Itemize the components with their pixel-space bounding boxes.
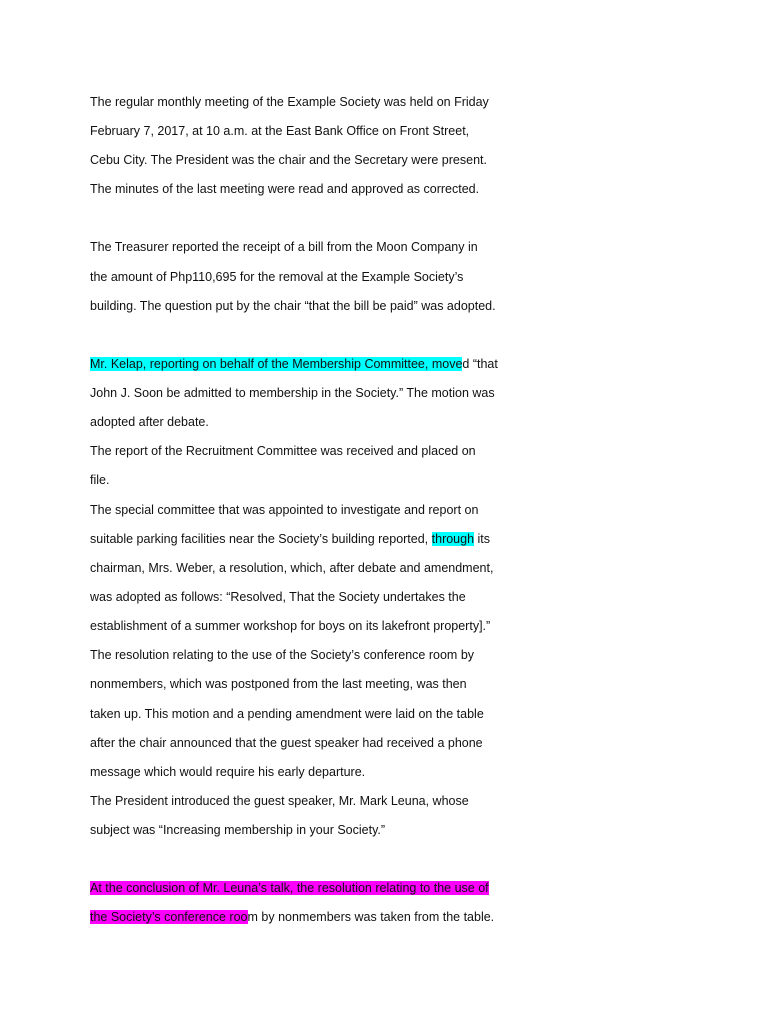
text-line	[90, 355, 498, 373]
highlighted-text: the Society’s conference roo	[90, 910, 248, 924]
text-line	[90, 908, 494, 926]
text-line: The President introduced the guest speaker, Mr. Mark Leuna, whose	[90, 794, 469, 808]
highlighted-text: Mr. Kelap, reporting on behalf of the Membership Committee, move	[90, 357, 463, 371]
text-span: suitable parking facilities near the Society’s building reported,	[90, 532, 432, 546]
text-line: The resolution relating to the use of the Society’s conference room by	[90, 648, 475, 662]
text-line	[90, 879, 489, 897]
text-line: The special committee that was appointed to investigate and report on	[90, 503, 479, 517]
highlighted-text: through	[431, 532, 475, 546]
text-line: nonmembers, which was postponed from the last meeting, was then	[90, 677, 467, 691]
text-line: chairman, Mrs. Weber, a resolution, which, after debate and amendment,	[90, 561, 494, 575]
text-line: The regular monthly meeting of the Example Society was held on Friday	[90, 95, 489, 109]
text-line: the amount of Php110,695 for the removal at the Example Society’s	[90, 270, 464, 284]
text-line: The Treasurer reported the receipt of a bill from the Moon Company in	[90, 240, 478, 254]
text-line: subject was “Increasing membership in your Society.”	[90, 823, 386, 837]
text-line: The minutes of the last meeting were read and approved as corrected.	[90, 182, 480, 196]
text-line: message which would require his early departure.	[90, 765, 366, 779]
text-span: m by nonmembers was taken from the table.	[247, 910, 495, 924]
text-line: John J. Soon be admitted to membership in the Society.” The motion was	[90, 386, 495, 400]
text-line: after the chair announced that the guest speaker had received a phone	[90, 736, 483, 750]
text-line: February 7, 2017, at 10 a.m. at the East Bank Office on Front Street,	[90, 124, 470, 138]
text-span: d “that	[462, 357, 498, 371]
text-line: Cebu City. The President was the chair and the Secretary were present.	[90, 153, 487, 167]
text-span: its	[474, 532, 491, 546]
text-line: establishment of a summer workshop for boys on its lakefront property].”	[90, 619, 491, 633]
text-line: The report of the Recruitment Committee was received and placed on	[90, 444, 476, 458]
text-line	[90, 530, 490, 548]
text-line: adopted after debate.	[90, 415, 209, 429]
highlighted-text: At the conclusion of Mr. Leuna’s talk, the resolution relating to the use of	[90, 881, 489, 895]
text-line: building. The question put by the chair “that the bill be paid” was adopted.	[90, 299, 496, 313]
text-line: file.	[90, 473, 110, 487]
text-line: taken up. This motion and a pending amendment were laid on the table	[90, 707, 484, 721]
text-line: was adopted as follows: “Resolved, That the Society undertakes the	[90, 590, 466, 604]
